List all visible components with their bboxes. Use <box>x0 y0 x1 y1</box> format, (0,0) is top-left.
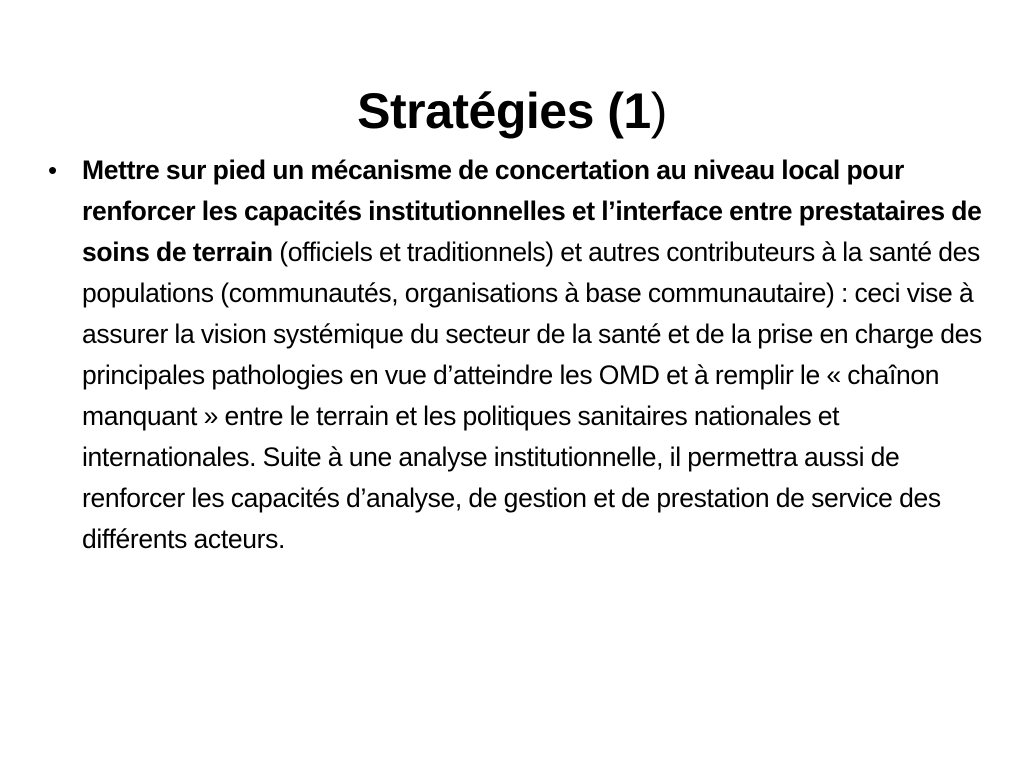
slide-title <box>0 78 1024 144</box>
slide-title-close-paren: ) <box>650 82 667 139</box>
slide-title-main: Stratégies (1 <box>357 82 651 139</box>
bullet-item <box>48 150 998 560</box>
bullet-dot-icon: • <box>48 155 57 185</box>
bullet-regular-text: (officiels et traditionnels) et autres contributeurs à la santé des populations (communautés, organisations à base communautaire) : ceci vise à assurer la vision systémique du secteur de la santé et de la prise en charge des principales pathologies en vue d’atteindre les OMD et à remplir le « chaînon manquant » entre le terrain et les politiques sanitaires nationales et internationales. Suite à une analyse institutionnelle, il permettra aussi de renforcer les capacités d’analyse, de gestion et de prestation de service des différents acteurs. <box>82 237 982 554</box>
bullet-bold-text: Mettre sur pied un mécanisme de concertation au niveau local pour renforcer les capacités institutionnelles et l’interface entre prestataires de soins de terrain <box>82 155 982 267</box>
bullet-list <box>48 150 998 560</box>
